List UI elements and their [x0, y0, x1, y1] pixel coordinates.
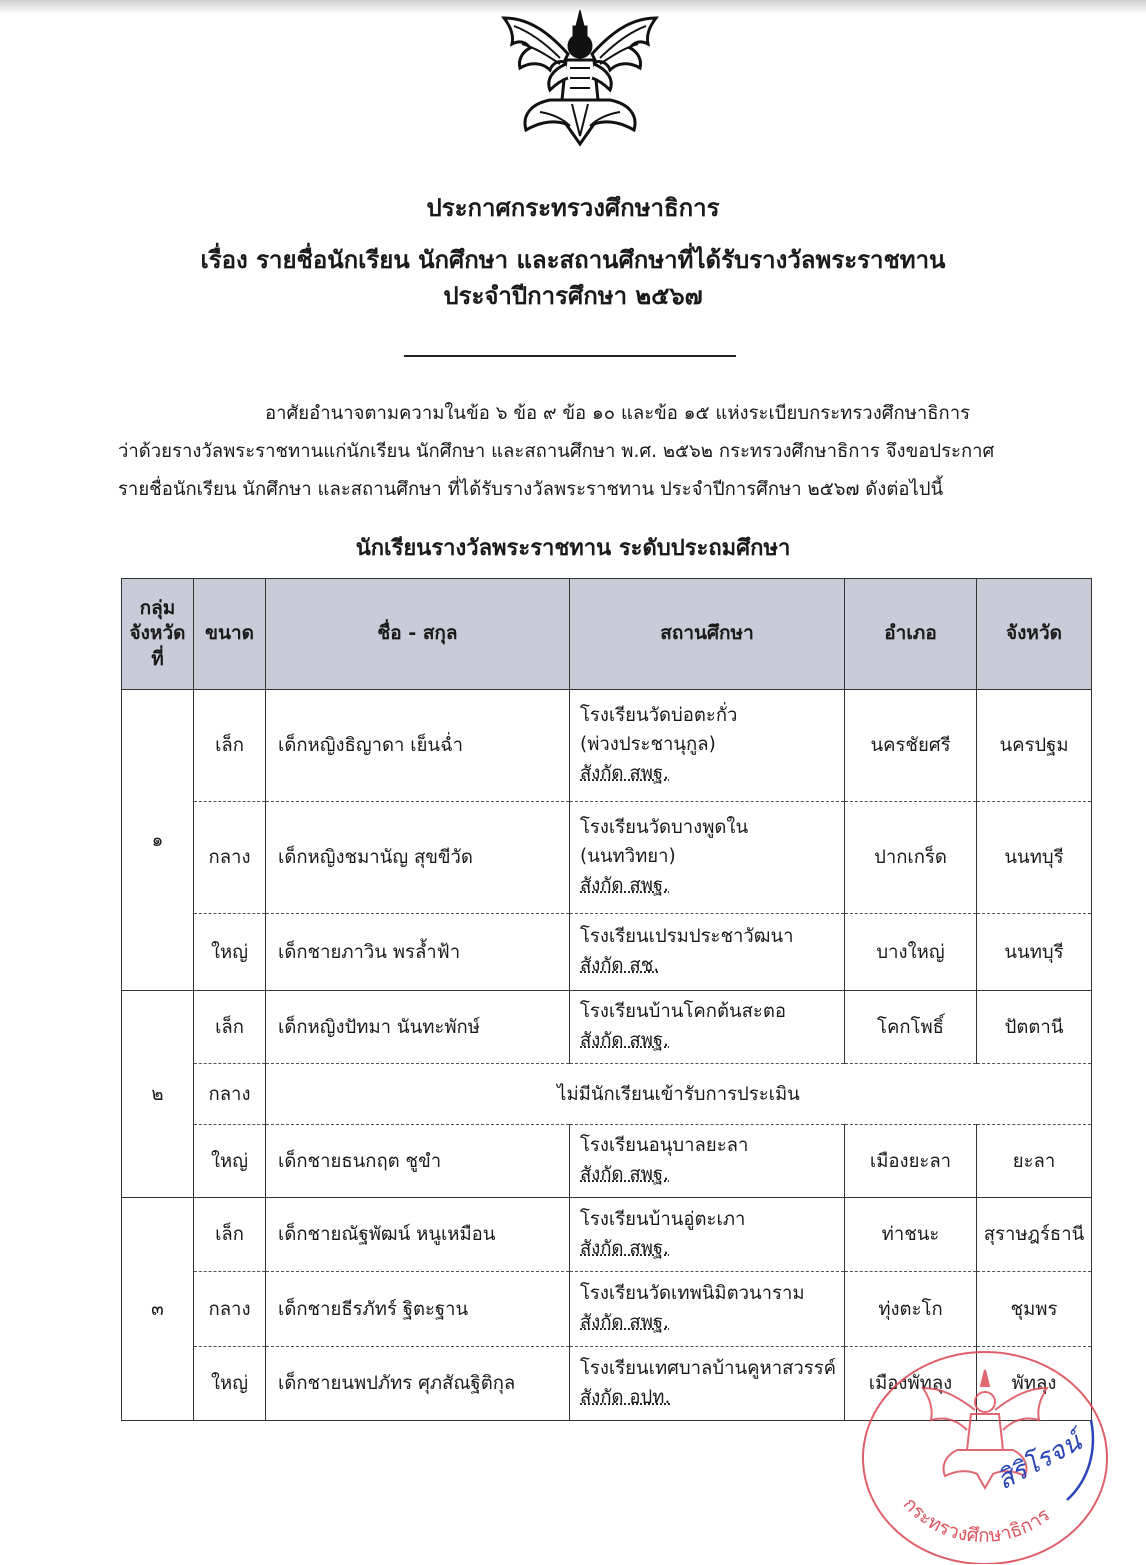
header-group-line: จังหวัด	[129, 622, 186, 645]
garuda-emblem	[490, 4, 670, 154]
district-cell: โคกโพธิ์	[845, 991, 977, 1064]
title-divider	[404, 355, 736, 357]
school-affiliation: สังกัด สพฐ.	[580, 1164, 669, 1185]
school-name: โรงเรียนเทศบาลบ้านคูหาสวรรค์	[580, 1357, 837, 1379]
table-row	[122, 1064, 1092, 1125]
school-affiliation: สังกัด สพฐ.	[580, 1030, 669, 1051]
table-row	[122, 1125, 1092, 1198]
table-header-row	[122, 579, 1092, 690]
school-name: โรงเรียนวัดบางพูดใน	[580, 817, 749, 839]
ministry-seal	[853, 1340, 1117, 1564]
announcement-title: ประกาศกระทรวงศึกษาธิการ	[426, 194, 720, 222]
group-number: ๒	[122, 991, 194, 1198]
student-name: เด็กชายธนกฤต ชูขำ	[266, 1125, 570, 1198]
seal-ring-text	[899, 1493, 1054, 1547]
group-number: ๑	[122, 690, 194, 991]
announcement-subject: เรื่อง รายชื่อนักเรียน นักศึกษา และสถานศึกษาที่ได้รับรางวัลพระราชทาน	[200, 246, 946, 274]
province-cell: นนทบุรี	[977, 914, 1092, 991]
table-row	[122, 690, 1092, 802]
table-row	[122, 1272, 1092, 1347]
district-cell: นครชัยศรี	[845, 690, 977, 802]
province-cell: ปัตตานี	[977, 991, 1092, 1064]
school-cell	[570, 1347, 845, 1421]
school-affiliation: สังกัด สพฐ.	[580, 1312, 669, 1333]
table-row	[122, 1198, 1092, 1272]
header-province: จังหวัด	[977, 579, 1092, 690]
province-cell: พัทลุง	[977, 1347, 1092, 1421]
student-name: เด็กชายภาวิน พรล้ำฟ้า	[266, 914, 570, 991]
header-district: อำเภอ	[845, 579, 977, 690]
province-cell: ชุมพร	[977, 1272, 1092, 1347]
student-name: เด็กหญิงธิญาดา เย็นฉ่ำ	[266, 690, 570, 802]
table-row	[122, 991, 1092, 1064]
school-name: โรงเรียนวัดเทพนิมิตวนาราม	[580, 1283, 805, 1305]
size-cell: เล็ก	[194, 690, 266, 802]
school-cell	[570, 802, 845, 914]
announcement-year: ประจำปีการศึกษา ๒๕๖๗	[443, 282, 703, 310]
size-cell: เล็ก	[194, 1198, 266, 1272]
school-cell	[570, 1125, 845, 1198]
school-cell	[570, 1198, 845, 1272]
school-cell	[570, 991, 845, 1064]
student-name: เด็กชายณัฐพัฒน์ หนูเหมือน	[266, 1198, 570, 1272]
school-affiliation: สังกัด สพฐ.	[580, 762, 669, 784]
size-cell: กลาง	[194, 1272, 266, 1347]
district-cell: เมืองยะลา	[845, 1125, 977, 1198]
school-name: โรงเรียนเปรมประชาวัฒนา	[580, 926, 794, 948]
header-group	[122, 579, 194, 690]
table-row	[122, 914, 1092, 991]
section-title: นักเรียนรางวัลพระราชทาน ระดับประถมศึกษา	[355, 536, 791, 561]
no-entry-note: ไม่มีนักเรียนเข้ารับการประเมิน	[266, 1064, 1092, 1125]
school-cell	[570, 914, 845, 991]
province-cell: นนทบุรี	[977, 802, 1092, 914]
size-cell: ใหญ่	[194, 1125, 266, 1198]
header-size: ขนาด	[194, 579, 266, 690]
school-name: โรงเรียนบ้านอู่ตะเภา	[580, 1208, 746, 1230]
district-cell: ปากเกร็ด	[845, 802, 977, 914]
body-line-2: ว่าด้วยรางวัลพระราชทานแก่นักเรียน นักศึกษา และสถานศึกษา พ.ศ. ๒๕๖๒ กระทรวงศึกษาธิการ จึงขอประกาศ	[118, 441, 995, 462]
group-number: ๓	[122, 1198, 194, 1421]
school-affiliation: สังกัด สช.	[580, 955, 660, 976]
district-cell: บางใหญ่	[845, 914, 977, 991]
province-cell: สุราษฎร์ธานี	[977, 1198, 1092, 1272]
awards-table	[121, 578, 1092, 1421]
seal-ring-text-path: กระทรวงศึกษาธิการ	[898, 1493, 1055, 1547]
school-affiliation: สังกัด สพฐ.	[580, 874, 669, 896]
school-name-sub: (พ่วงประชานุกูล)	[580, 734, 716, 756]
school-cell	[570, 690, 845, 802]
school-name-sub: (นนทวิทยา)	[580, 846, 676, 868]
size-cell: ใหญ่	[194, 914, 266, 991]
size-cell: เล็ก	[194, 991, 266, 1064]
header-group-line: ที่	[151, 647, 164, 670]
header-school: สถานศึกษา	[570, 579, 845, 690]
header-group-line: กลุ่ม	[139, 596, 176, 619]
size-cell: ใหญ่	[194, 1347, 266, 1421]
district-cell: ทุ่งตะโก	[845, 1272, 977, 1347]
size-cell: กลาง	[194, 1064, 266, 1125]
province-cell: ยะลา	[977, 1125, 1092, 1198]
school-name: โรงเรียนอนุบาลยะลา	[580, 1135, 749, 1157]
district-cell: เมืองพัทลุง	[845, 1347, 977, 1421]
size-cell: กลาง	[194, 802, 266, 914]
table-row	[122, 802, 1092, 914]
student-name: เด็กหญิงชมานัญ สุขขีวัด	[266, 802, 570, 914]
district-cell: ท่าชนะ	[845, 1198, 977, 1272]
school-affiliation: สังกัด สพฐ.	[580, 1237, 669, 1259]
signature: สิริโรจน์	[992, 1427, 1087, 1497]
body-line-3: รายชื่อนักเรียน นักศึกษา และสถานศึกษา ที่ได้รับรางวัลพระราชทาน ประจำปีการศึกษา ๒๕๖๗ ดังต่อไปนี้	[118, 479, 944, 500]
student-name: เด็กหญิงปัทมา นันทะพักษ์	[266, 991, 570, 1064]
school-affiliation: สังกัด อปท.	[580, 1386, 671, 1408]
student-name: เด็กชายนพปภัทร ศุภสัณฐิติกุล	[266, 1347, 570, 1421]
student-name: เด็กชายธีรภัทร์ ฐิตะฐาน	[266, 1272, 570, 1347]
province-cell: นครปฐม	[977, 690, 1092, 802]
school-name: โรงเรียนบ้านโคกต้นสะตอ	[580, 1001, 786, 1023]
school-cell	[570, 1272, 845, 1347]
body-line-1: อาศัยอำนาจตามความในข้อ ๖ ข้อ ๙ ข้อ ๑๐ และข้อ ๑๕ แห่งระเบียบกระทรวงศึกษาธิการ	[265, 403, 971, 424]
header-name: ชื่อ - สกุล	[266, 579, 570, 690]
school-name: โรงเรียนวัดบ่อตะกั่ว	[580, 705, 738, 727]
